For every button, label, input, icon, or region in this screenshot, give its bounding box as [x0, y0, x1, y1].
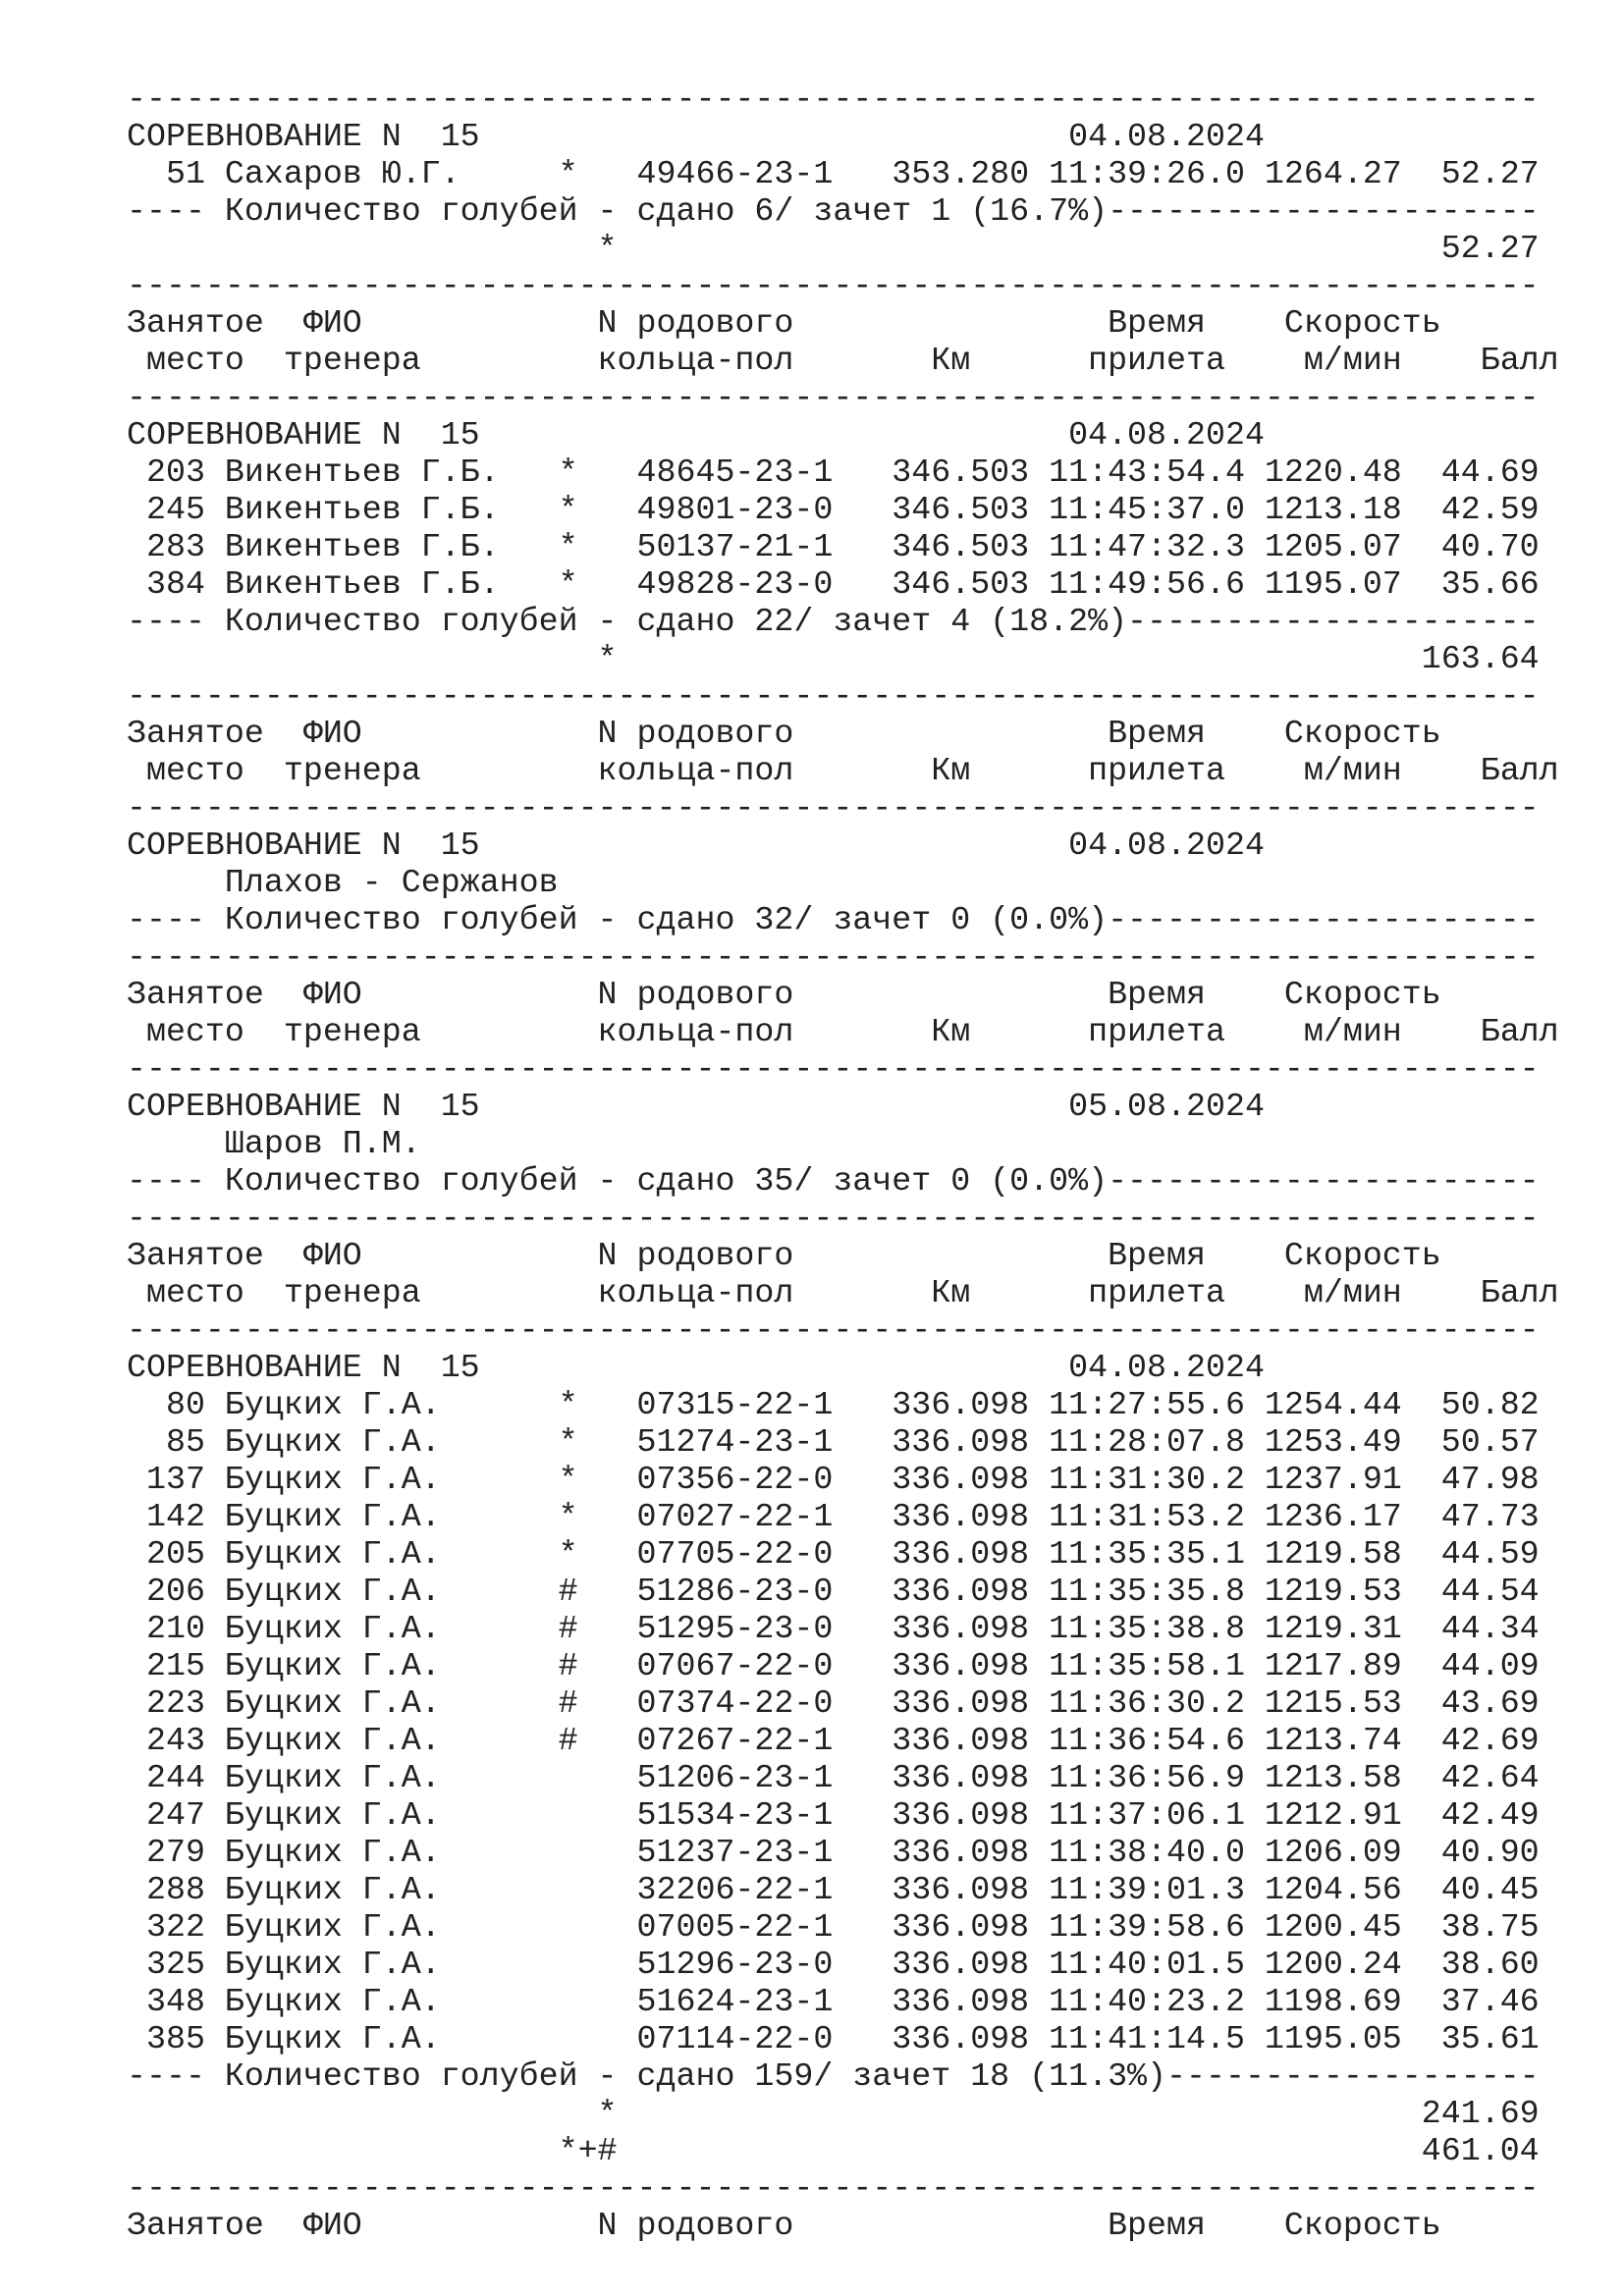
- points-grand-total: *+# 461.04: [127, 2132, 1540, 2169]
- team-name: Шаров П.М.: [127, 1125, 421, 1162]
- result-row: 203 Викентьев Г.Б. * 48645-23-1 346.503 11:43:54.4 1220.48 44.69: [127, 454, 1540, 491]
- separator-line: ------------------------------------------------------------------------: [127, 80, 1540, 118]
- points-total: * 163.64: [127, 640, 1540, 677]
- separator-line: ------------------------------------------------------------------------: [127, 677, 1540, 715]
- result-row: 244 Буцких Г.А. 51206-23-1 336.098 11:36:56.9 1213.58 42.64: [127, 1759, 1540, 1796]
- column-header-line-2: место тренера кольца-пол Км прилета м/мин Балл: [127, 752, 1559, 789]
- result-row: 137 Буцких Г.А. * 07356-22-0 336.098 11:31:30.2 1237.91 47.98: [127, 1461, 1540, 1498]
- pigeon-count-summary: ---- Количество голубей - сдано 159/ зачет 18 (11.3%)-------------------: [127, 2057, 1540, 2095]
- separator-line: ------------------------------------------------------------------------: [127, 1311, 1540, 1349]
- column-header-line-1: Занятое ФИО N родового Время Скорость: [127, 2207, 1441, 2244]
- separator-line: ------------------------------------------------------------------------: [127, 1050, 1540, 1088]
- result-row: 322 Буцких Г.А. 07005-22-1 336.098 11:39:58.6 1200.45 38.75: [127, 1908, 1540, 1946]
- pigeon-count-summary: ---- Количество голубей - сдано 22/ зачет 4 (18.2%)---------------------: [127, 603, 1540, 640]
- result-row: 243 Буцких Г.А. # 07267-22-1 336.098 11:36:54.6 1213.74 42.69: [127, 1722, 1540, 1759]
- result-row: 205 Буцких Г.А. * 07705-22-0 336.098 11:35:35.1 1219.58 44.59: [127, 1535, 1540, 1573]
- result-row: 283 Викентьев Г.Б. * 50137-21-1 346.503 11:47:32.3 1205.07 40.70: [127, 528, 1540, 565]
- separator-line: ------------------------------------------------------------------------: [127, 938, 1540, 976]
- team-name: Плахов - Сержанов: [127, 864, 559, 901]
- pigeon-count-summary: ---- Количество голубей - сдано 35/ зачет 0 (0.0%)----------------------: [127, 1162, 1540, 1200]
- result-row: 325 Буцких Г.А. 51296-23-0 336.098 11:40:01.5 1200.24 38.60: [127, 1946, 1540, 1983]
- competition-header: СОРЕВНОВАНИЕ N 15 04.08.2024: [127, 827, 1265, 864]
- result-row: 384 Викентьев Г.Б. * 49828-23-0 346.503 11:49:56.6 1195.07 35.66: [127, 565, 1540, 603]
- result-row: 85 Буцких Г.А. * 51274-23-1 336.098 11:28:07.8 1253.49 50.57: [127, 1423, 1540, 1461]
- pigeon-count-summary: ---- Количество голубей - сдано 32/ зачет 0 (0.0%)----------------------: [127, 901, 1540, 938]
- result-row: 51 Сахаров Ю.Г. * 49466-23-1 353.280 11:39:26.0 1264.27 52.27: [127, 155, 1540, 192]
- result-row: 206 Буцких Г.А. # 51286-23-0 336.098 11:35:35.8 1219.53 44.54: [127, 1573, 1540, 1610]
- result-row: 385 Буцких Г.А. 07114-22-0 336.098 11:41:14.5 1195.05 35.61: [127, 2020, 1540, 2057]
- competition-header: СОРЕВНОВАНИЕ N 15 04.08.2024: [127, 118, 1265, 155]
- result-row: 223 Буцких Г.А. # 07374-22-0 336.098 11:36:30.2 1215.53 43.69: [127, 1684, 1540, 1722]
- competition-header: СОРЕВНОВАНИЕ N 15 05.08.2024: [127, 1088, 1265, 1125]
- separator-line: ------------------------------------------------------------------------: [127, 267, 1540, 304]
- result-row: 142 Буцких Г.А. * 07027-22-1 336.098 11:31:53.2 1236.17 47.73: [127, 1498, 1540, 1535]
- result-row: 215 Буцких Г.А. # 07067-22-0 336.098 11:35:58.1 1217.89 44.09: [127, 1647, 1540, 1684]
- result-row: 288 Буцких Г.А. 32206-22-1 336.098 11:39:01.3 1204.56 40.45: [127, 1871, 1540, 1908]
- result-row: 245 Викентьев Г.Б. * 49801-23-0 346.503 11:45:37.0 1213.18 42.59: [127, 491, 1540, 528]
- result-row: 80 Буцких Г.А. * 07315-22-1 336.098 11:27:55.6 1254.44 50.82: [127, 1386, 1540, 1423]
- separator-line: ------------------------------------------------------------------------: [127, 1200, 1540, 1237]
- column-header-line-1: Занятое ФИО N родового Время Скорость: [127, 1237, 1441, 1274]
- points-total: * 241.69: [127, 2095, 1540, 2132]
- column-header-line-1: Занятое ФИО N родового Время Скорость: [127, 976, 1441, 1013]
- column-header-line-1: Занятое ФИО N родового Время Скорость: [127, 304, 1441, 342]
- separator-line: ------------------------------------------------------------------------: [127, 2169, 1540, 2207]
- column-header-line-2: место тренера кольца-пол Км прилета м/мин Балл: [127, 342, 1559, 379]
- pigeon-count-summary: ---- Количество голубей - сдано 6/ зачет 1 (16.7%)----------------------: [127, 192, 1540, 230]
- result-row: 247 Буцких Г.А. 51534-23-1 336.098 11:37:06.1 1212.91 42.49: [127, 1796, 1540, 1834]
- separator-line: ------------------------------------------------------------------------: [127, 789, 1540, 827]
- result-row: 210 Буцких Г.А. # 51295-23-0 336.098 11:35:38.8 1219.31 44.34: [127, 1610, 1540, 1647]
- printout-sheet: [127, 80, 1599, 2244]
- competition-header: СОРЕВНОВАНИЕ N 15 04.08.2024: [127, 416, 1265, 454]
- column-header-line-2: место тренера кольца-пол Км прилета м/мин Балл: [127, 1274, 1559, 1311]
- points-total: * 52.27: [127, 230, 1540, 267]
- separator-line: ------------------------------------------------------------------------: [127, 379, 1540, 416]
- column-header-line-1: Занятое ФИО N родового Время Скорость: [127, 715, 1441, 752]
- result-row: 348 Буцких Г.А. 51624-23-1 336.098 11:40:23.2 1198.69 37.46: [127, 1983, 1540, 2020]
- result-row: 279 Буцких Г.А. 51237-23-1 336.098 11:38:40.0 1206.09 40.90: [127, 1834, 1540, 1871]
- column-header-line-2: место тренера кольца-пол Км прилета м/мин Балл: [127, 1013, 1559, 1050]
- competition-header: СОРЕВНОВАНИЕ N 15 04.08.2024: [127, 1349, 1265, 1386]
